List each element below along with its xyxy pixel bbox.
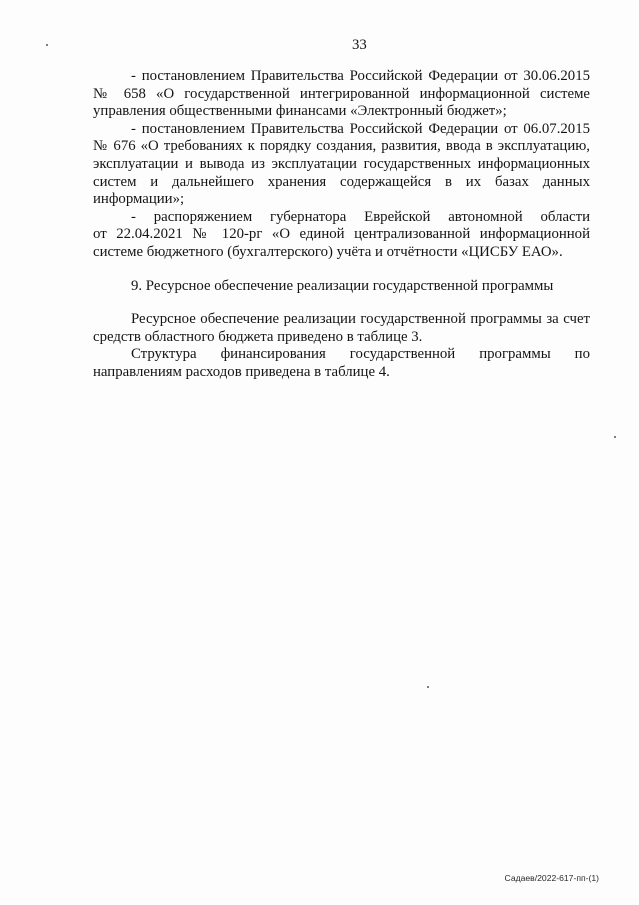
paragraph: [93, 346, 590, 381]
text-line: - распоряжением губернатора Еврейской автономной области: [131, 208, 590, 225]
list-item: [93, 209, 590, 262]
text-line: средств областного бюджета приведено в таблице 3.: [93, 328, 423, 345]
legal-basis-list: [93, 68, 590, 262]
text-line: системе бюджетного (бухгалтерского) учёта и отчётности «ЦИСБУ ЕАО».: [93, 243, 563, 260]
text-line: Структура финансирования государственной программы по: [131, 346, 590, 363]
text-line: Ресурсное обеспечение реализации государственной программы за счет: [131, 311, 590, 327]
text-line: № 676 «О требованиях к порядку создания, развития, ввода в эксплуатацию,: [93, 138, 590, 155]
text-line: - постановлением Правительства Российской Федерации от 30.06.2015: [131, 68, 590, 84]
text-line: управления общественными финансами «Электронный бюджет»;: [93, 103, 507, 120]
scan-speck: [427, 686, 429, 688]
text-line: направлениям расходов приведена в таблице 4.: [93, 363, 390, 380]
paragraph: [93, 311, 590, 346]
section-body: [93, 311, 590, 381]
scan-speck: [614, 436, 616, 438]
document-registration-stamp: Садаев/2022-617-пп-(1): [504, 873, 599, 883]
text-line: № 658 «О государственной интегрированной информационной системе: [93, 85, 590, 102]
text-line: информации»;: [93, 191, 185, 208]
text-line: эксплуатации и вывода из эксплуатации государственных информационных: [93, 155, 590, 172]
list-item: [93, 121, 590, 209]
text-line: систем и дальнейшего хранения содержащейся в их базах данных: [93, 173, 590, 190]
text-line: от 22.04.2021 № 120-рг «О единой централизованной информационной: [93, 226, 590, 243]
list-item: [93, 68, 590, 121]
scan-speck: [46, 44, 48, 46]
page-number: 33: [352, 37, 367, 53]
text-line: - постановлением Правительства Российской Федерации от 06.07.2015: [131, 120, 590, 137]
section-heading: 9. Ресурсное обеспечение реализации государственной программы: [131, 278, 554, 294]
